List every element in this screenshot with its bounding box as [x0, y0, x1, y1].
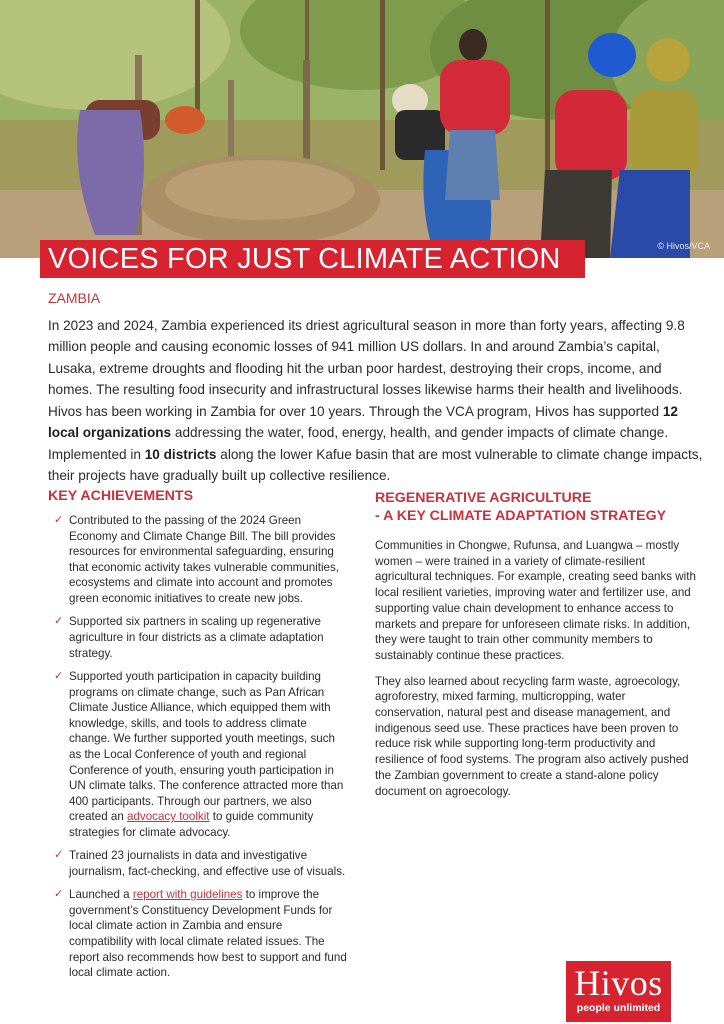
shirt — [555, 90, 627, 180]
key-achievements-section — [48, 487, 348, 989]
achievement-text: Supported youth participation in capacity building programs on climate change, such as Pan African Climate Justice Alliance, which equipped them with knowledge, skills, and tools to address climate change. We further supported youth meetings, such as the Local Conference of youth and regional Conference of youth, ensuring youth participation in UN climate talks. The conference attracted more than 400 participants. Through our partners, we also created an — [69, 669, 344, 824]
achievement-text: Contributed to the passing of the 2024 Green Economy and Climate Change Bill. The bill provides resources for environmental safeguarding, ensuring that economic activity takes vulnerable communities, ecosystems and climate into account and promotes green economic initiatives to create new jobs. — [69, 514, 339, 605]
regenerative-paragraph: They also learned about recycling farm waste, agroecology, agroforestry, mixed farming, multicropping, water conservation, natural pest and disease management, and indigenous seed use. These practices have been proven to reduce risk while supporting long-term productivity and resilience of food systems. The program also actively pushed the Zambian government to create a stand-alone policy document on agroecology. — [375, 674, 689, 798]
headwrap — [165, 106, 205, 134]
regenerative-heading-line2: - A KEY CLIMATE ADAPTATION STRATEGY — [375, 508, 667, 524]
headwrap — [646, 38, 690, 82]
hivos-logo — [566, 961, 671, 1022]
check-icon: ✓ — [54, 514, 64, 526]
advocacy-toolkit-link[interactable]: advocacy toolkit — [127, 810, 210, 824]
shirt — [630, 90, 698, 180]
achievement-item — [48, 887, 348, 981]
shirt — [440, 60, 510, 135]
tree-trunk — [380, 0, 385, 170]
country-heading: ZAMBIA — [48, 290, 101, 306]
intro-text: Hivos has been working in Zambia for over 10 years. Through the VCA program, Hivos has supported — [48, 404, 663, 419]
header-photo — [0, 0, 724, 258]
achievement-text: Launched a — [69, 888, 133, 902]
regenerative-paragraph: Communities in Chongwe, Rufunsa, and Luangwa – mostly women – were trained in a variety of climate-resilient agricultural techniques. For example, creating seed banks with local resilient varieties, improving water and fertilizer use, and supporting value chain development to enhance access to markets and prepare for unforeseen climate risks. In addition, they were taught to train other community members to sustainably continue these practices. — [375, 539, 696, 662]
achievement-item — [48, 513, 348, 607]
check-icon: ✓ — [54, 849, 64, 862]
regenerative-agriculture-section — [375, 489, 697, 809]
intro-highlight-organizations: 12 local organizations — [48, 404, 678, 441]
headwrap — [588, 33, 636, 77]
page-title: VOICES FOR JUST CLIMATE ACTION — [40, 240, 585, 278]
achievement-text: to guide community strategies for climate advocacy. — [69, 810, 314, 839]
intro-text: along the lower Kafue basin that are most vulnerable to climate change impacts, their projects have gradually built up collective resilience. — [48, 446, 703, 483]
achievement-item — [48, 614, 348, 661]
key-achievements-heading: KEY ACHIEVEMENTS — [48, 488, 194, 504]
intro-text: addressing the water, food, energy, health, and gender impacts of climate change. Implemented in — [48, 425, 669, 462]
logo-tagline: people unlimited — [576, 1002, 661, 1014]
intro-paragraph-program — [48, 401, 708, 486]
check-icon: ✓ — [54, 888, 64, 901]
head — [459, 29, 487, 61]
regenerative-heading — [375, 489, 697, 525]
achievement-text: Trained 23 journalists in data and investigative journalism, fact-checking, and effective use of visuals. — [69, 849, 346, 878]
regenerative-heading-line1: REGENERATIVE AGRICULTURE — [375, 490, 592, 506]
report-with-guidelines-link[interactable]: report with guidelines — [132, 888, 243, 902]
achievement-text: to improve the government’s Constituency Development Funds for local climate action in Zambia and ensure compatibility with local climate related issues. The report also recommends how best to support and fund local climate action. — [69, 888, 347, 980]
skirt — [445, 130, 500, 200]
check-icon: ✓ — [54, 669, 64, 682]
logo-wordmark: Hivos — [574, 963, 663, 1003]
check-icon: ✓ — [54, 615, 64, 628]
achievement-item — [48, 669, 348, 841]
farm-scene-illustration — [0, 0, 724, 258]
achievements-list — [48, 513, 348, 981]
achievement-item — [48, 848, 348, 879]
hay-pile-top — [165, 160, 355, 220]
achievement-text: Supported six partners in scaling up regenerative agriculture in four districts as a climate adaptation strategy. — [69, 615, 324, 660]
intro-paragraph: In 2023 and 2024, Zambia experienced its driest agricultural season in more than forty years, affecting 9.8 million people and causing economic losses of 941 million US dollars. In and around Zambia’s capital, Lusaka, extreme droughts and flooding hit the urban poor hardest, destroying their crops, income, and homes. The resulting food insecurity and infrastructural losses likewise harms their health and livelihoods. — [48, 318, 685, 397]
photo-credit: © Hivos/VCA — [657, 241, 710, 251]
intro-highlight-districts: 10 districts — [144, 446, 217, 462]
